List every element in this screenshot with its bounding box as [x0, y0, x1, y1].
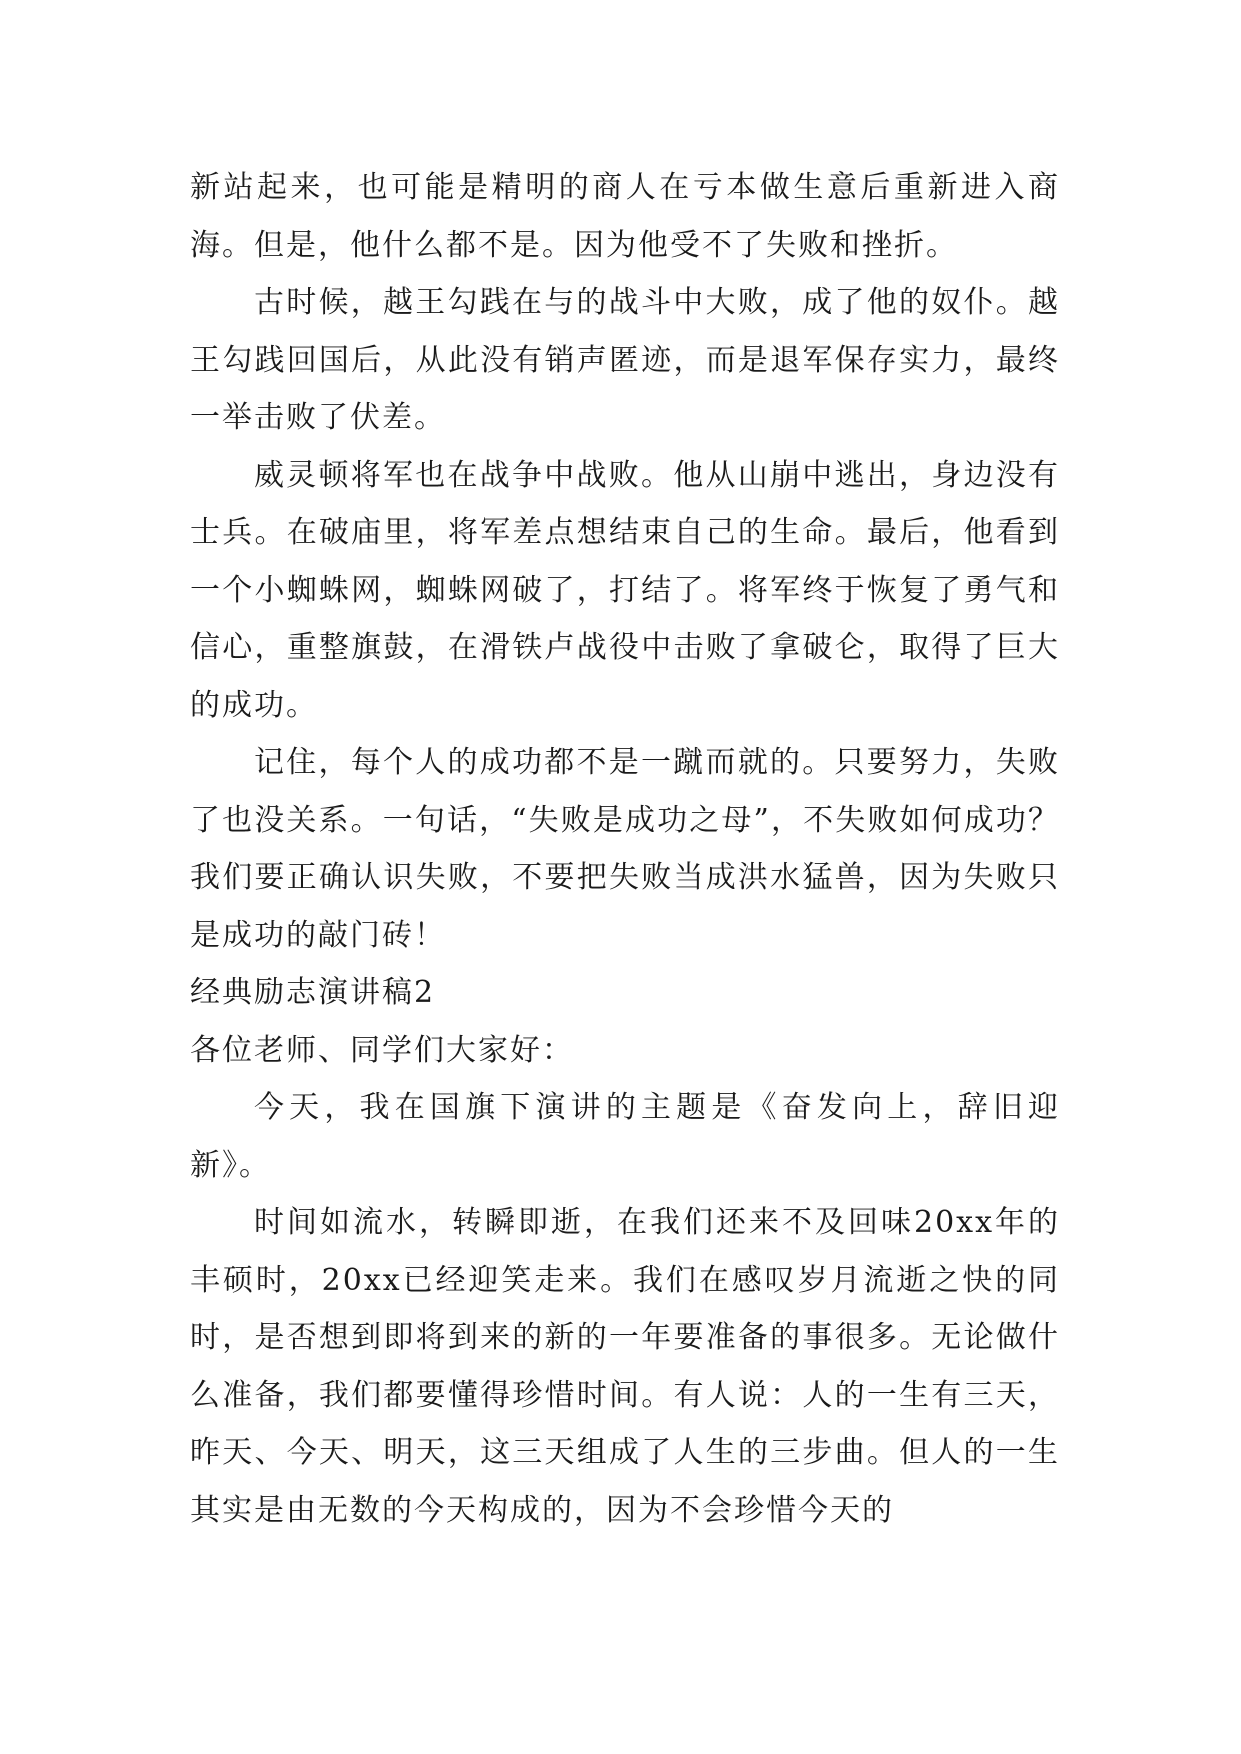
paragraph-2: 古时候，越王勾践在与的战斗中大败，成了他的奴仆。越王勾践回国后，从此没有销声匿迹，而是退军保存实力，最终一举击败了伏差。 — [190, 285, 1060, 435]
paragraph-5: 今天，我在国旗下演讲的主题是《奋发向上，辞旧迎新》。 — [190, 1090, 1060, 1183]
salutation: 各位老师、同学们大家好： — [190, 1032, 574, 1068]
document-body — [190, 159, 1060, 1539]
paragraph-1: 新站起来，也可能是精明的商人在亏本做生意后重新进入商海。但是，他什么都不是。因为他受不了失败和挫折。 — [190, 170, 1060, 263]
paragraph-4: 记住，每个人的成功都不是一蹴而就的。只要努力，失败了也没关系。一句话，“失败是成功之母”，不失败如何成功？我们要正确认识失败，不要把失败当成洪水猛兽，因为失败只是成功的敲门砖！ — [190, 745, 1060, 953]
section-heading: 经典励志演讲稿2 — [190, 975, 436, 1010]
paragraph-3: 威灵顿将军也在战争中战败。他从山崩中逃出，身边没有士兵。在破庙里，将军差点想结束自己的生命。最后，他看到一个小蜘蛛网，蜘蛛网破了，打结了。将军终于恢复了勇气和信心，重整旗鼓，在滑铁卢战役中击败了拿破仑，取得了巨大的成功。 — [190, 457, 1060, 723]
paragraph-6: 时间如流水，转瞬即逝，在我们还来不及回味20xx年的丰硕时，20xx已经迎笑走来。我们在感叹岁月流逝之快的同时，是否想到即将到来的新的一年要准备的事很多。无论做什么准备，我们都要懂得珍惜时间。有人说：人的一生有三天，昨天、今天、明天，这三天组成了人生的三步曲。但人的一生其实是由无数的今天构成的，因为不会珍惜今天的 — [190, 1205, 1060, 1528]
